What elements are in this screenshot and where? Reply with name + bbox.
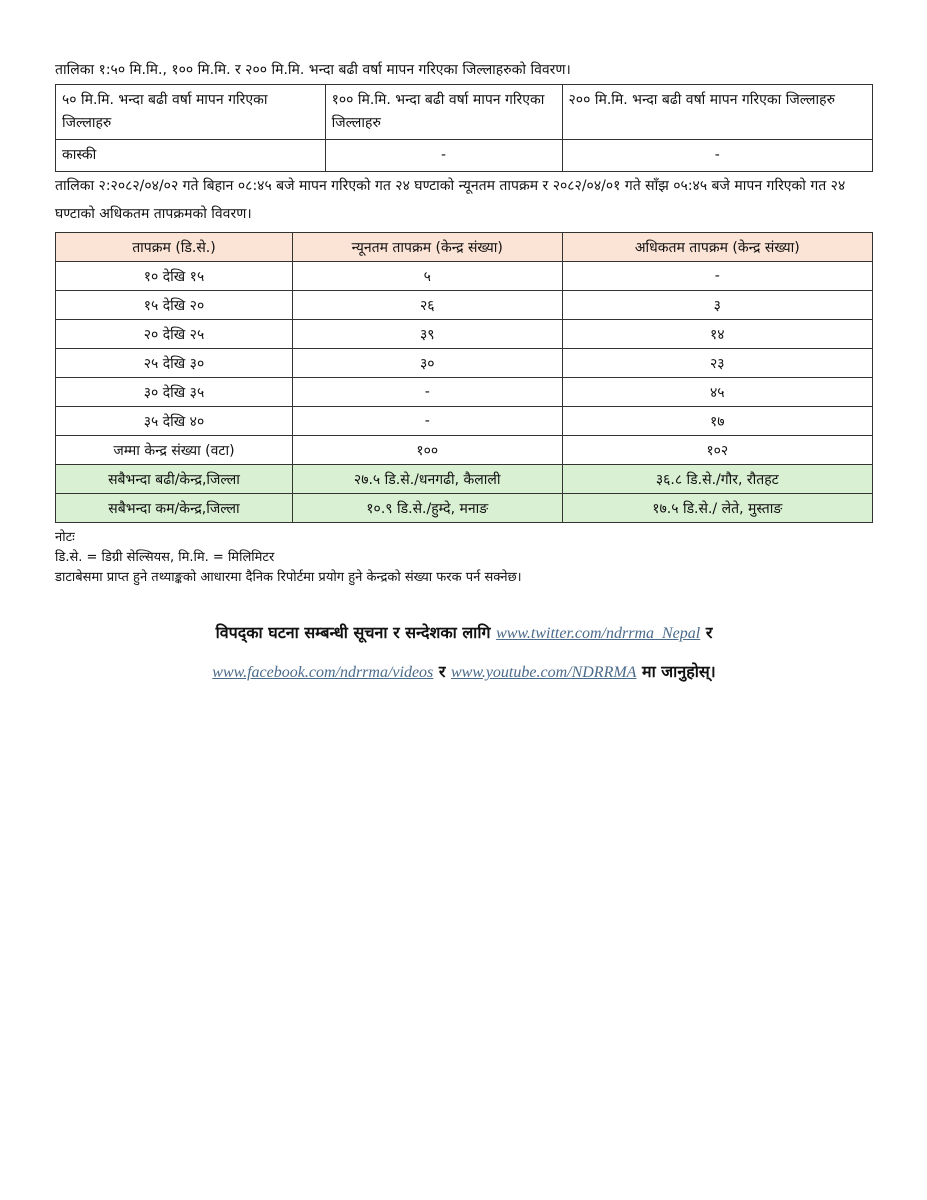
table-cell: २० देखि २५ — [56, 320, 293, 349]
table-cell: ३० — [292, 349, 562, 378]
footer-line-2 — [55, 653, 873, 692]
notes-line: डाटाबेसमा प्राप्त हुने तथ्याङ्कको आधारमा दैनिक रिपोर्टमा प्रयोग हुने केन्द्रको संख्या फरक पर्न सक्नेछ। — [55, 570, 522, 585]
table-row — [56, 349, 873, 378]
table-row — [56, 320, 873, 349]
footer-line-1 — [55, 614, 873, 653]
header-50mm: ५० मि.मि. भन्दा बढी वर्षा मापन गरिएका जिल्लाहरु — [56, 85, 326, 140]
table-cell: - — [562, 262, 872, 291]
header-max-temp: अधिकतम तापक्रम (केन्द्र संख्या) — [562, 233, 872, 262]
table-cell: - — [562, 140, 872, 172]
table-cell: - — [292, 407, 562, 436]
table-cell: सबैभन्दा बढी/केन्द्र,जिल्ला — [56, 465, 293, 494]
table-cell: ३६.८ डि.से./गौर, रौतहट — [562, 465, 872, 494]
twitter-link[interactable]: www.twitter.com/ndrrma_Nepal — [496, 625, 701, 642]
table-cell: १०२ — [562, 436, 872, 465]
table-cell: ३० देखि ३५ — [56, 378, 293, 407]
table-row — [56, 140, 873, 172]
footer-text: मा जानुहोस्। — [642, 662, 716, 681]
header-temperature: तापक्रम (डि.से.) — [56, 233, 293, 262]
notes-title: नोटः — [55, 530, 75, 545]
table-cell: ५ — [292, 262, 562, 291]
total-row — [56, 436, 873, 465]
table-cell: ३ — [562, 291, 872, 320]
highest-row — [56, 465, 873, 494]
table-cell: २६ — [292, 291, 562, 320]
table-cell: १४ — [562, 320, 872, 349]
youtube-link[interactable]: www.youtube.com/NDRRMA — [450, 664, 637, 681]
table-cell: १०.९ डि.से./हुम्दे, मनाङ — [292, 494, 562, 523]
table2-caption: तालिका २:२०८२/०४/०२ गते बिहान ०८:४५ बजे मापन गरिएको गत २४ घण्टाको न्यूनतम तापक्रम र २०८२/०४/०१ गते साँझ ०५:४५ बजे मापन गरिएको गत २४ घण्टाको अधिकतम तापक्रमको विवरण। — [55, 178, 846, 222]
table-header-row — [56, 85, 873, 140]
table-row — [56, 291, 873, 320]
report-page — [55, 56, 873, 692]
footer-text: विपद्का घटना सम्बन्धी सूचना र सन्देशका लागि — [215, 623, 491, 642]
table-cell: जम्मा केन्द्र संख्या (वटा) — [56, 436, 293, 465]
table-cell: कास्की — [56, 140, 326, 172]
table-cell: २५ देखि ३० — [56, 349, 293, 378]
table-cell: - — [325, 140, 562, 172]
footer-and: र — [438, 662, 446, 681]
table-cell: १७ — [562, 407, 872, 436]
table-cell: १५ देखि २० — [56, 291, 293, 320]
table-row — [56, 378, 873, 407]
facebook-link[interactable]: www.facebook.com/ndrrma/videos — [212, 664, 434, 681]
table-row — [56, 407, 873, 436]
table-cell: ४५ — [562, 378, 872, 407]
temperature-table — [55, 232, 873, 523]
table-cell: १७.५ डि.से./ लेते, मुस्ताङ — [562, 494, 872, 523]
footer-message — [55, 614, 873, 692]
rainfall-districts-table — [55, 84, 873, 172]
table-cell: - — [292, 378, 562, 407]
header-100mm: १०० मि.मि. भन्दा बढी वर्षा मापन गरिएका जिल्लाहरु — [325, 85, 562, 140]
table-cell: ३५ देखि ४० — [56, 407, 293, 436]
table1-caption: तालिका १:५० मि.मि., १०० मि.मि. र २०० मि.मि. भन्दा बढी वर्षा मापन गरिएका जिल्लाहरुको विवरण। — [55, 62, 571, 78]
table-cell: १०० — [292, 436, 562, 465]
table-row — [56, 262, 873, 291]
header-min-temp: न्यूनतम तापक्रम (केन्द्र संख्या) — [292, 233, 562, 262]
header-200mm: २०० मि.मि. भन्दा बढी वर्षा मापन गरिएका जिल्लाहरु — [562, 85, 872, 140]
table-cell: सबैभन्दा कम/केन्द्र,जिल्ला — [56, 494, 293, 523]
table-cell: २७.५ डि.से./धनगढी, कैलाली — [292, 465, 562, 494]
table-cell: १० देखि १५ — [56, 262, 293, 291]
notes — [55, 528, 873, 588]
lowest-row — [56, 494, 873, 523]
footer-and: र — [705, 623, 713, 642]
table-cell: २३ — [562, 349, 872, 378]
notes-line: डि.से. = डिग्री सेल्सियस, मि.मि. = मिलिमिटर — [55, 550, 275, 565]
table-cell: ३९ — [292, 320, 562, 349]
table-header-row — [56, 233, 873, 262]
